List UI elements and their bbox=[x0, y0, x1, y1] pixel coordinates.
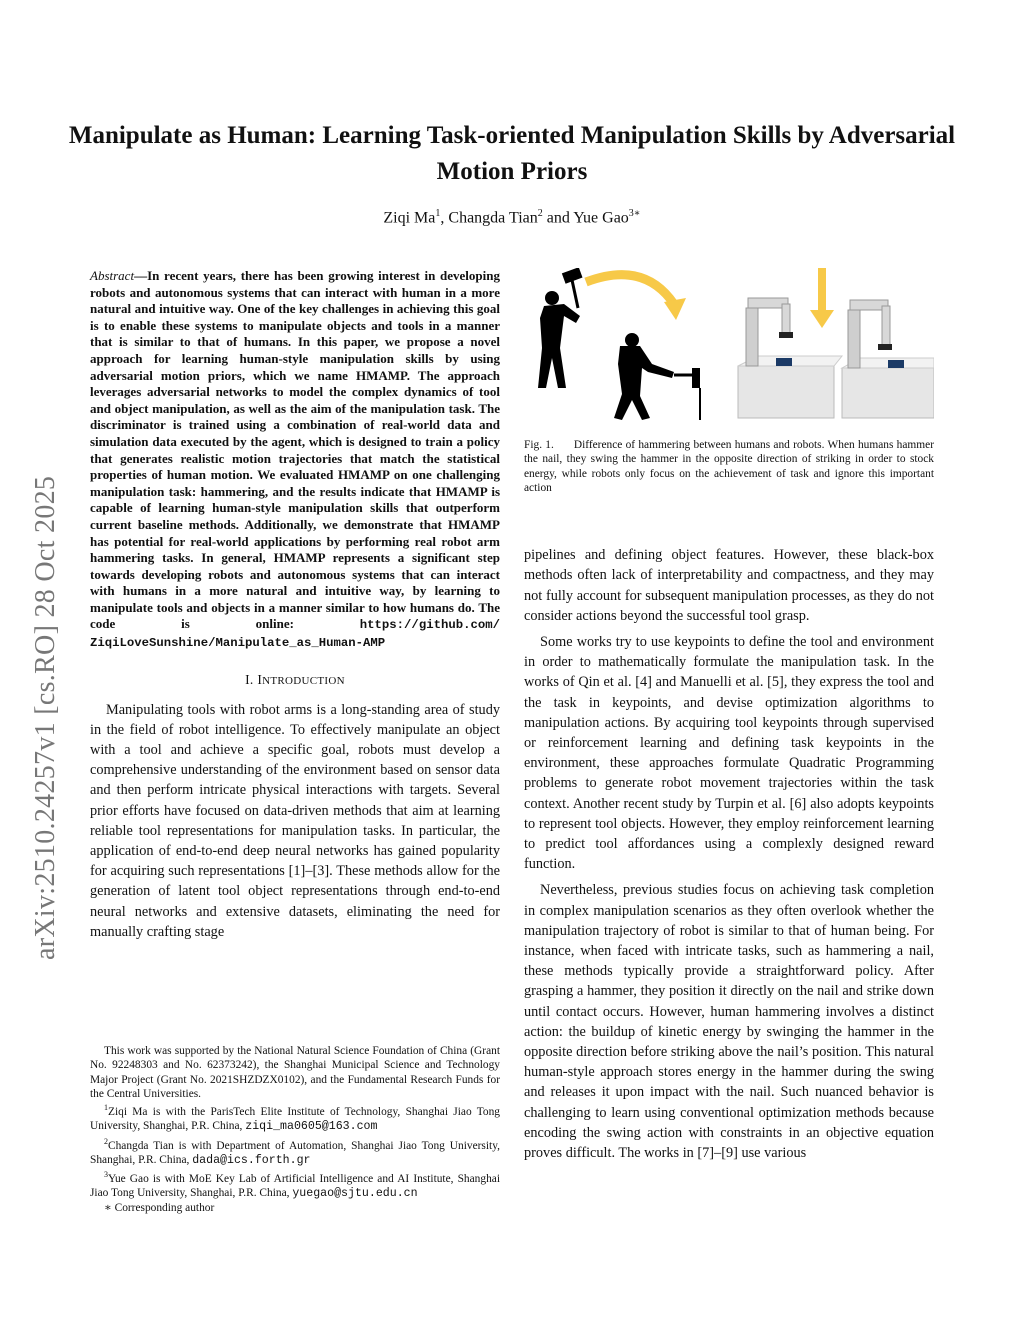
caption-text: Difference of hammering between humans and robots. When humans hammer the nail, they swing the hammer in the opposite direction of striking in order to stock energy, while robots only focus on the achievement of task and ignore this important action bbox=[524, 439, 935, 494]
affiliation-mark: 2 bbox=[537, 208, 543, 219]
strike-arrow-icon bbox=[818, 268, 826, 312]
section-title-rest: NTRODUCTION bbox=[262, 674, 345, 687]
intro-paragraph: Manipulating tools with robot arms is a long-standing area of study in the field of robot intelligence. To effectively manipulate an object with a tool and achieve a specific goal, robots must develop a comprehensive understanding of the environment based on sensor data and then perform intricate physical interactions with targets. Several prior efforts have focused on data-driven methods that aim at learning reliable tool representations for manipulation tasks. In particular, the application of end-to-end deep neural networks has gained popularity for acquiring such representations [1]–[3]. These methods allow for the generation of latent tool object representations through end-to-end neural networks and extensive datasets, eliminating the need for manually crafting stage bbox=[90, 701, 500, 940]
author-name: Yue Gao bbox=[573, 209, 629, 227]
abstract-text: —In recent years, there has been growing interest in developing robots and autonomous systems that can interact with human in a more natural and intuitive way. One of the key challenges in achieving this goal is to enable these systems to manipulate objects and tools in a manner that is similar to that of humans. In this paper, we propose a novel approach for learning human-style manipulation skills by using adversarial motion priors, which we name HMAMP. The approach leverages adversarial networks to model the complex dynamics of tool and object manipulation, as well as the aim of the manipulation task. The discriminator is trained using a combination of real-world data and simulation data executed by the agent, which is designed to train a policy that generates realistic motion trajectories that match the statistical properties of human motion. We evaluated HMAMP on one challenging manipulation task: hammering, and the results indicate that HMAMP is capable of learning human-style manipulation skills that outperform current baseline methods. Additionally, we demonstrate that HMAMP has potential for real-world applications by performing real robot arm hammering tasks. In general, HMAMP represents a significant step towards developing robots and autonomous systems that can interact with humans in a more natural and intuitive way, by learning to manipulate tools and objects in a manner similar to how humans do. The code is online: bbox=[90, 268, 500, 632]
funding-note: This work was supported by the National Natural Science Foundation of China (Grant No. 92248303 and No. 62373242), the Shanghai Municipal Science and Technology Major Project (Grant No. 2021SHZDZX0102), and the Fundamental Research Funds for the Central Universities. bbox=[90, 1045, 500, 1100]
swing-arrow-icon bbox=[586, 275, 674, 304]
email-link[interactable]: ziqi_ma0605@163.com bbox=[245, 1120, 378, 1134]
hammering-illustration bbox=[524, 268, 934, 438]
author-separator: and bbox=[542, 209, 574, 227]
robot-scene-after bbox=[842, 300, 934, 418]
figure-hammering bbox=[524, 268, 934, 438]
abstract-label: Abstract bbox=[90, 268, 135, 283]
figure-label: Fig. 1. bbox=[524, 439, 554, 451]
paragraph: pipelines and defining object features. However, these black-box methods often lack of interpretability and compactness, and they may not fully account for subsequent manipulation processes, as they do not consider actions beyond the successful tool grasp. bbox=[524, 547, 934, 624]
arxiv-identifier: arXiv:2510.24257v1 [cs.RO] 28 Oct 2025 bbox=[30, 475, 61, 960]
author-name: Changda Tian bbox=[448, 209, 538, 227]
figure-caption bbox=[524, 438, 934, 495]
human-strike-figure bbox=[614, 333, 700, 420]
paragraph: Some works try to use keypoints to define the tool and environment in order to mathematically formulate the manipulation task. In the works of Qin et al. [4] and Manuelli et al. [5], they express the tool and the task in keypoints, and devise optimization algorithms to manipulation actions. By acquiring tool keypoints through supervised or reinforcement learning and defining task keypoints in the environment, these approaches formulate Quadratic Programming problems to generate robot movement trajectories within the task context. Another recent study by Turpin et al. [6] also adopts keypoints to represent tool objects. However, they employ reinforcement learning to predict tool affordances using a complexly designed reward function. bbox=[524, 634, 934, 873]
abstract bbox=[90, 268, 500, 652]
footnotes bbox=[90, 1044, 500, 1216]
section-title-initial: I bbox=[257, 671, 263, 687]
code-link[interactable]: https://github.com/ ZiqiLoveSunshine/Manipulate_as_Human-AMP bbox=[90, 618, 500, 651]
corresponding-note: ∗ Corresponding author bbox=[104, 1202, 215, 1215]
email-link[interactable]: dada@ics.forth.gr bbox=[192, 1153, 311, 1167]
paragraph: Nevertheless, previous studies focus on achieving task completion in complex manipulation scenarios as they often overlook whether the manipulation trajectory of robot is similar to that of human being. For instance, when faced with intricate tasks, such as hammering a nail, these methods typically provide a straightforward policy. After grasping a hammer, they position it directly on the nail and strike down until contact occurs. However, human hammering involves a distinct action: the buildup of kinetic energy by swinging the hammer in the opposite direction before striking above the nail’s position. This natural human-style approach stores energy in the hammer during the swing and releases it upon impact with the nail. Such nuanced behavior is challenging to learn using conventional optimization methods because encoding the swing action with constraints in an objective equation proves difficult. The works in [7]–[9] use various bbox=[524, 882, 934, 1162]
affiliation-mark: 3∗ bbox=[628, 208, 641, 219]
footnote-3: $^3$Yue Gao is with MoE Key Lab of Artificial Intelligence and AI Institute, Shanghai Jiao Tong University, Shanghai, P.R. China, yuegao@sjtu.edu.cn bbox=[90, 1169, 500, 1201]
right-column bbox=[524, 268, 934, 1169]
paper-title: Manipulate as Human: Learning Task-oriented Manipulation Skills by Adversarial Motion Priors bbox=[68, 122, 956, 185]
affiliation-mark: 1 bbox=[435, 208, 441, 219]
section-heading bbox=[90, 672, 500, 688]
human-swing-figure bbox=[538, 268, 583, 388]
author-name: Ziqi Ma bbox=[383, 209, 436, 227]
author-separator: , bbox=[440, 209, 449, 227]
footnote-2: $^2$Changda Tian is with Department of Automation, Shanghai Jiao Tong University, Shanghai, P.R. China, dada@ics.forth.gr bbox=[90, 1136, 500, 1167]
email-link[interactable]: yuegao@sjtu.edu.cn bbox=[292, 1187, 418, 1201]
section-number: I. bbox=[245, 671, 254, 687]
footnote-1: $^1$Ziqi Ma is with the ParisTech Elite Institute of Technology, Shanghai Jiao Tong University, Shanghai, P.R. China, ziqi_ma0605@163.com bbox=[90, 1103, 500, 1134]
left-column bbox=[90, 268, 500, 942]
author-list bbox=[60, 208, 964, 227]
right-body-text bbox=[524, 545, 934, 1163]
